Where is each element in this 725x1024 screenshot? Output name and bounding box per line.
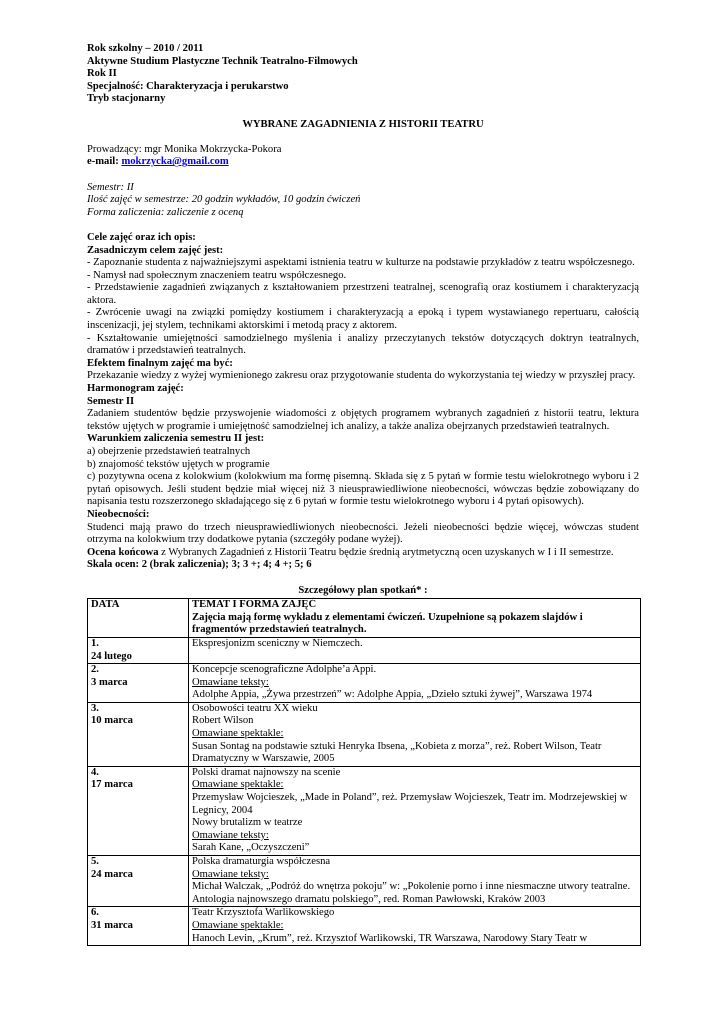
header-block bbox=[87, 43, 639, 106]
topic-subheading: Omawiane spektakle: bbox=[192, 919, 284, 931]
condition-c: c) pozytywna ocena z kolokwium (kolokwium ma formę pisemną. Składa się z 5 pytań w formie testu wielokrotnego wyboru i 2 pytań opisowych. Jeśli student będzie miał więcej niż 3 nieusprawiedliwione nieobecności, wówczas będzie zobowiązany do napisania testu rozszerzonego składającego się z 6 pytań w formie testu wielokrotnego wyboru i 4 pytań opisowych). bbox=[87, 471, 639, 508]
topic-subheading: Omawiane spektakle: bbox=[192, 728, 284, 740]
goal-item: - Przedstawienie zagadnień związanych z kształtowaniem przestrzeni teatralnej, scenografią oraz kostiumem i charakteryzacją aktora. bbox=[87, 282, 639, 306]
goal-item: - Namysł nad społecznym znaczeniem teatru współczesnego. bbox=[87, 269, 347, 281]
semester-info: Semestr: II bbox=[87, 181, 134, 193]
topic-subheading: Omawiane teksty: bbox=[192, 676, 269, 688]
effect-text: Przekazanie wiedzy z wyżej wymienionego zakresu oraz przygotowanie studenta do wykorzystania tej wiedzy w przyszłej pracy. bbox=[87, 370, 636, 382]
topic-line: Polski dramat najnowszy na scenie bbox=[192, 766, 341, 778]
schedule-heading: Harmonogram zajęć: bbox=[87, 383, 184, 395]
topic-cell bbox=[189, 702, 641, 766]
school-name: Aktywne Studium Plastyczne Technik Teatralno-Filmowych bbox=[87, 55, 358, 67]
topic-line: Susan Sontag na podstawie sztuki Henryka Ibsena, „Kobieta z morza”, reż. Robert Wilson, Teatr Dramatyczny w Warszawie, 2005 bbox=[192, 740, 602, 765]
topic-line: Przemysław Wojcieszek, „Made in Poland”, reż. Przemysław Wojcieszek, Teatr im. Modrzejewskiej w Legnicy, 2004 bbox=[192, 792, 628, 816]
final-grade-text: z Wybranych Zagadnień z Historii Teatru będzie średnią arytmetyczną ocen uzyskanych w I i II semestrze. bbox=[158, 546, 614, 558]
page-title: WYBRANE ZAGADNIENIA Z HISTORII TEATRU bbox=[242, 118, 484, 130]
hours-info: Ilość zajęć w semestrze: 20 godzin wykładów, 10 godzin ćwiczeń bbox=[87, 194, 361, 206]
session-number: 5. bbox=[91, 856, 99, 867]
study-mode: Tryb stacjonarny bbox=[87, 93, 166, 105]
session-date: 24 lutego bbox=[91, 650, 132, 662]
schedule-text: Zadaniem studentów będzie przyswojenie wiadomości z objętych programem wybranych zagadnień z historii teatru, lektura tekstów ujętych w programie i umiejętność samodzielnej ich analizy, a także analiza obejrzanych przedstawień teatralnych. bbox=[87, 408, 639, 432]
session-date: 10 marca bbox=[91, 715, 133, 727]
col-date-header: DATA bbox=[88, 599, 189, 638]
session-number: 1. bbox=[91, 637, 99, 649]
document-content bbox=[87, 43, 639, 946]
email-link[interactable]: mokrzycka@gmail.com bbox=[121, 156, 229, 168]
table-row bbox=[88, 637, 641, 663]
table-row bbox=[88, 856, 641, 907]
final-grade bbox=[87, 547, 639, 560]
topic-subheading: Omawiane teksty: bbox=[192, 868, 269, 880]
assessment-info: Forma zaliczenia: zaliczenie z oceną bbox=[87, 206, 244, 218]
session-date: 17 marca bbox=[91, 779, 133, 791]
school-year: Rok szkolny – 2010 / 2011 bbox=[87, 43, 204, 54]
condition-a: a) obejrzenie przedstawień teatralnych bbox=[87, 446, 251, 457]
date-cell bbox=[88, 637, 189, 663]
table-row bbox=[88, 702, 641, 766]
final-grade-label: Ocena końcowa bbox=[87, 546, 159, 558]
plan-rows bbox=[88, 637, 641, 945]
goal-item: - Zwrócenie uwagi na związki pomiędzy kostiumem i charakteryzacją a epoką i typem wystawianego repertuaru, całością inscenizacji, jej stylem, technikami aktorskimi i metodą pracy z aktorem. bbox=[87, 307, 639, 332]
absences-text: Studenci mają prawo do trzech nieusprawiedliwionych nieobecności. Jeżeli nieobecności będzie więcej, wówczas student otrzyma na kolokwium trzy dodatkowe pytania (szczegóły podane wyżej). bbox=[87, 521, 639, 546]
session-number: 2. bbox=[91, 664, 99, 676]
topic-line: Hanoch Levin, „Krum”, reż. Krzysztof Warlikowski, TR Warszawa, Narodowy Stary Teatr w bbox=[192, 932, 588, 944]
col-topic-title: TEMAT I FORMA ZAJĘĆ bbox=[192, 599, 317, 611]
topic-line: Osobowości teatru XX wieku bbox=[192, 702, 318, 714]
topic-cell bbox=[189, 766, 641, 855]
col-topic-note: Zajęcia mają formę wykładu z elementami ćwiczeń. Uzupełnione są pokazem slajdów i fragmentów przedstawień teatralnych. bbox=[192, 611, 583, 636]
topic-line: Michał Walczak, „Podróż do wnętrza pokoju” w: „Pokolenie porno i inne niesmaczne utwory teatralne. Antologia najnowszego dramatu polskiego”, red. Roman Pawłowski, Kraków 2003 bbox=[192, 881, 631, 905]
table-row bbox=[88, 766, 641, 855]
date-cell bbox=[88, 907, 189, 946]
topic-line: Sarah Kane, „Oczyszczeni” bbox=[192, 842, 310, 854]
effect-heading: Efektem finalnym zajęć ma być: bbox=[87, 357, 233, 369]
date-cell bbox=[88, 856, 189, 907]
table-header-row bbox=[88, 599, 641, 638]
topic-cell bbox=[189, 907, 641, 946]
goals-heading: Cele zajęć oraz ich opis: bbox=[87, 231, 196, 243]
email-line bbox=[87, 156, 639, 169]
table-row bbox=[88, 907, 641, 946]
conditions-heading: Warunkiem zaliczenia semestru II jest: bbox=[87, 433, 265, 445]
topic-cell bbox=[189, 637, 641, 663]
plan-table bbox=[87, 598, 641, 946]
topic-line: Robert Wilson bbox=[192, 715, 254, 727]
topic-line: Teatr Krzysztofa Warlikowskiego bbox=[192, 907, 335, 919]
schedule-semester: Semestr II bbox=[87, 395, 135, 407]
session-date: 3 marca bbox=[91, 676, 128, 688]
topic-cell bbox=[189, 856, 641, 907]
plan-heading: Szczegółowy plan spotkań* : bbox=[298, 584, 428, 596]
table-row bbox=[88, 664, 641, 703]
topic-cell bbox=[189, 664, 641, 703]
main-goal-heading: Zasadniczym celem zajęć jest: bbox=[87, 244, 224, 256]
instructor: Prowadzący: mgr Monika Mokrzycka-Pokora bbox=[87, 143, 282, 155]
topic-line: Nowy brutalizm w teatrze bbox=[192, 817, 303, 829]
topic-line: Koncepcje scenograficzne Adolphe’a Appi. bbox=[192, 664, 377, 676]
date-cell bbox=[88, 664, 189, 703]
email-label: e-mail: bbox=[87, 156, 119, 168]
date-cell bbox=[88, 766, 189, 855]
condition-b: b) znajomość tekstów ujętych w programie bbox=[87, 458, 270, 470]
goal-item: - Zapoznanie studenta z najważniejszymi aspektami istnienia teatru w kulturze na podstawie przykładów z teatru współczesnego. bbox=[87, 257, 635, 269]
topic-subheading: Omawiane spektakle: bbox=[192, 779, 284, 791]
topic-line: Ekspresjonizm sceniczny w Niemczech. bbox=[192, 637, 363, 649]
specialization: Specjalność: Charakteryzacja i perukarstwo bbox=[87, 80, 289, 92]
session-number: 4. bbox=[91, 766, 99, 778]
goal-item: - Kształtowanie umiejętności samodzielnego myślenia i analizy przeczytanych tekstów dotyczących doktryn teatralnych, dramatów i przedstawień teatralnych. bbox=[87, 332, 639, 357]
session-date: 31 marca bbox=[91, 919, 133, 931]
absences-heading: Nieobecności: bbox=[87, 508, 150, 520]
session-number: 3. bbox=[91, 702, 99, 714]
year-of-study: Rok II bbox=[87, 68, 117, 80]
session-date: 24 marca bbox=[91, 868, 133, 880]
topic-line: Adolphe Appia, „Żywa przestrzeń” w: Adolphe Appia, „Dzieło sztuki żywej”, Warszawa 1974 bbox=[192, 689, 593, 701]
col-topic-header bbox=[189, 599, 641, 638]
date-cell bbox=[88, 702, 189, 766]
topic-subheading: Omawiane teksty: bbox=[192, 829, 269, 841]
grade-scale: Skala ocen: 2 (brak zaliczenia); 3; 3 +; 4; 4 +; 5; 6 bbox=[87, 559, 312, 571]
topic-line: Polska dramaturgia współczesna bbox=[192, 856, 331, 867]
session-number: 6. bbox=[91, 907, 99, 919]
